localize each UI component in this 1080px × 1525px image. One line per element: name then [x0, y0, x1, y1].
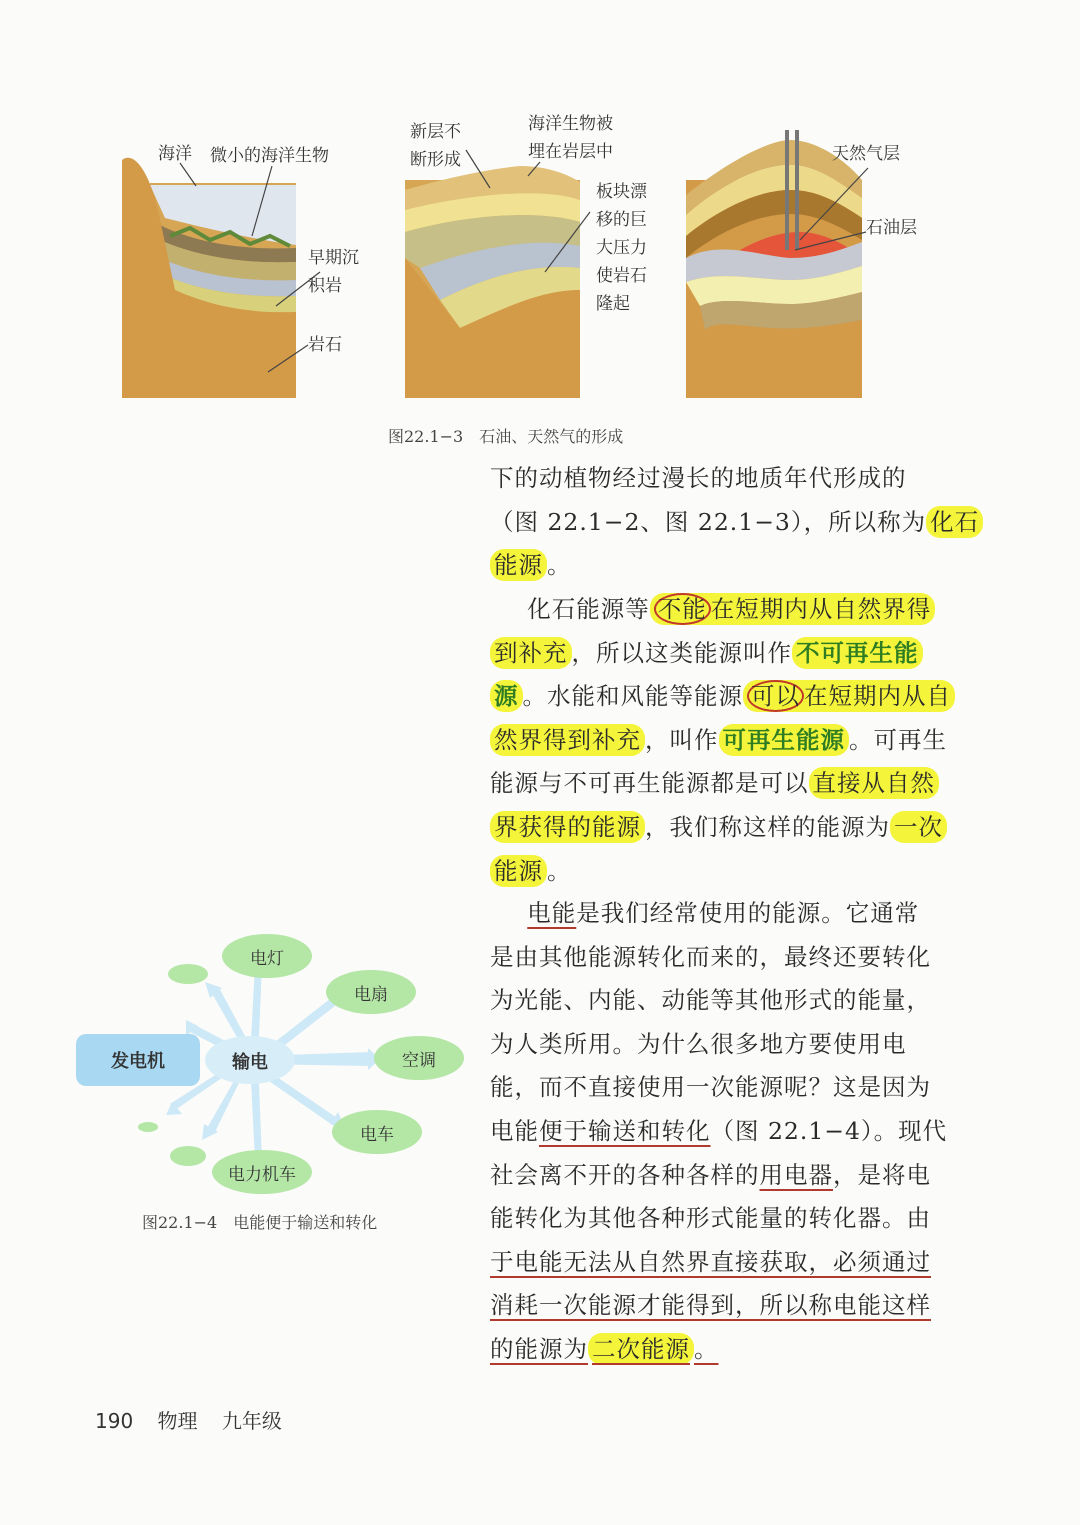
- label-new-layer-2: 断形成: [410, 150, 461, 170]
- bubble-fan: 电扇: [326, 970, 416, 1014]
- label-gas-layer: 天然气层: [832, 144, 900, 164]
- body-text-2: 化石能源等 不能 在短期内从自然界得 到补充 ，所以这类能源叫作 不可再生能 源 。水能和风能等能源 可以 在短期内从自 然界得到补充 ，叫作 可再生能源 。可再生 能源与不可再生能源都是可以 直接从自然 界获得的能源 ，我们称这样的能源为 一次 能源 。: [490, 588, 950, 893]
- circled-can: 可以: [747, 680, 804, 712]
- bubble-locomotive: 电力机车: [212, 1150, 312, 1194]
- panel-3-oil-gas-trap: [686, 130, 862, 398]
- keyword-renewable: 可再生能源: [719, 724, 850, 756]
- bubble-empty-3: [138, 1122, 158, 1132]
- grade: 九年级: [221, 1409, 282, 1433]
- highlight-fossil: 化石: [926, 506, 983, 538]
- label-plate-4: 使岩石: [596, 266, 647, 286]
- label-marine-organisms: 微小的海洋生物: [210, 146, 329, 166]
- label-early-sediment-2: 积岩: [308, 276, 342, 296]
- label-buried-1: 海洋生物被: [528, 114, 613, 134]
- figure-oil-gas-formation: [0, 0, 1080, 420]
- keyword-nonrenewable: 不可再生能: [792, 637, 923, 669]
- body-text-1: 下的动植物经过漫长的地质年代形成的 （图 22.1−2、图 22.1−3），所以称为 化石 能源 。: [490, 457, 950, 588]
- transmission-label: 输电: [232, 1052, 268, 1073]
- label-plate-2: 移的巨: [596, 210, 647, 230]
- figure-caption-22-1-3: 图22.1−3 石油、天然气的形成: [388, 427, 624, 446]
- label-plate-1: 板块漂: [596, 182, 647, 202]
- highlight-secondary-energy: 二次能源: [588, 1333, 694, 1365]
- bubble-lamp: 电灯: [222, 934, 312, 978]
- highlight-primary: 一次: [890, 811, 947, 843]
- label-plate-3: 大压力: [596, 238, 647, 258]
- label-rock: 岩石: [308, 335, 342, 355]
- bubble-empty-2: [170, 1146, 206, 1166]
- figure-caption-22-1-4: 图22.1−4 电能便于输送和转化: [142, 1213, 378, 1232]
- label-buried-2: 埋在岩层中: [528, 142, 613, 162]
- bubble-tram: 电车: [332, 1110, 422, 1154]
- label-early-sediment-1: 早期沉: [308, 248, 359, 268]
- generator-box: [76, 1034, 200, 1086]
- bubble-ac: 空调: [374, 1036, 464, 1080]
- circled-cannot: 不能: [654, 593, 711, 625]
- label-oil-layer: 石油层: [866, 218, 917, 238]
- body-text-3: 电能是我们经常使用的能源。它通常 是由其他能源转化而来的，最终还要转化 为光能、内能、动能等其他形式的能量， 为人类所用。为什么很多地方要使用电 能，而不直接使用一次能源呢？这是因为 电能便于输送和转化（图 22.1−4）。现代 社会离不开的各种各样的用电器，是将电 能转化为其他各种形式能量的转化器。由 于电能无法从自然界直接获取，必须通过 消耗一次能源才能得到，所以称电能这样 的能源为 二次能源 。: [490, 899, 948, 1363]
- page-number: 190: [95, 1409, 134, 1433]
- panel-2-rock-uplift: [405, 166, 580, 398]
- page-footer: [95, 1405, 300, 1434]
- panel-1-ocean-sediment: [122, 158, 296, 398]
- label-plate-5: 隆起: [596, 294, 630, 314]
- generator-label: 发电机: [111, 1051, 165, 1072]
- label-new-layer-1: 新层不: [410, 122, 461, 142]
- subject: 物理: [157, 1409, 198, 1433]
- label-ocean: 海洋: [158, 144, 192, 164]
- bubble-empty-1: [168, 964, 208, 984]
